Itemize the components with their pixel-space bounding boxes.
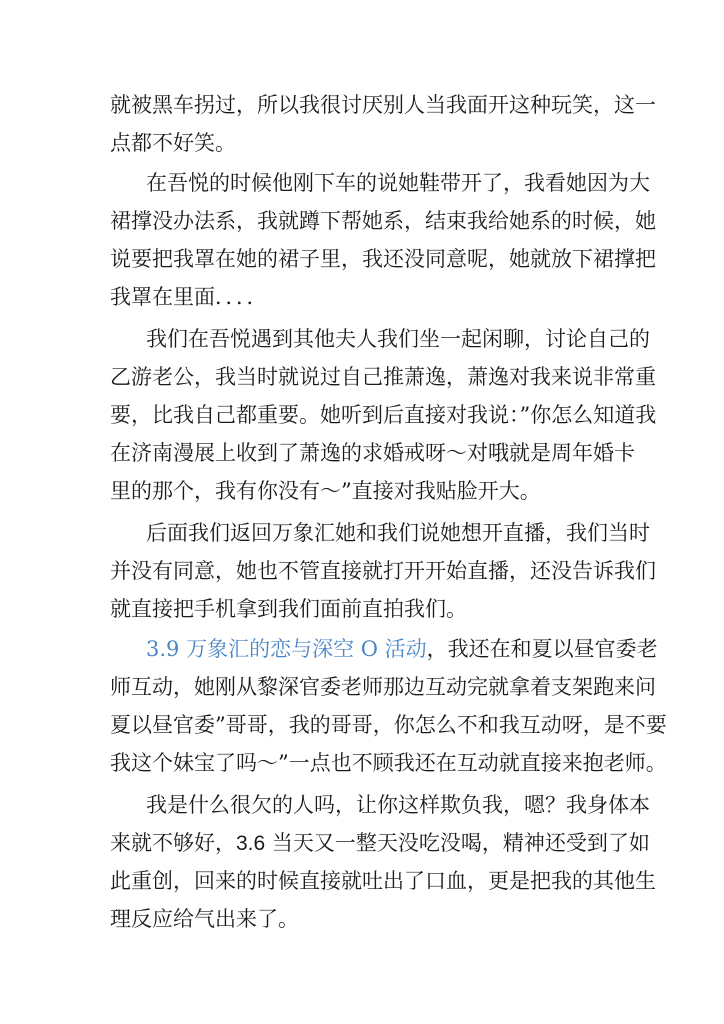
paragraph-3-line-1: 我们在吾悦遇到其他夫人我们坐一起闲聊，讨论自己的 [146,327,650,351]
event-link[interactable]: 3.9 万象汇的恋与深空 O 活动 [146,637,427,661]
paragraph-5-line-1 [146,630,658,668]
paragraph-5-line-2: 师互动，她刚从黎深官委老师那边互动完就拿着支架跑来问 [110,675,656,699]
paragraph-2-line-4: 我罩在里面．．．． [110,285,268,309]
paragraph-4-line-2: 并没有同意，她也不管直接就打开开始直播，还没告诉我们 [110,559,656,583]
paragraph-1-line-2: 点都不好笑。 [110,131,236,155]
paragraph-5-line-1-rest: ，我还在和夏以昼官委老 [426,637,658,661]
paragraph-6-line-2 [110,824,650,862]
paragraph-6-line-2-pre: 来就不够好， [110,831,236,855]
paragraph-3-line-2: 乙游老公，我当时就说过自己推萧逸，萧逸对我来说非常重 [110,365,656,389]
paragraph-3-line-3: 要，比我自己都重要。她听到后直接对我说：”你怎么知道我 [110,403,657,427]
paragraph-4-line-3: 就直接把手机拿到我们面前直拍我们。 [110,597,467,621]
paragraph-2-line-1: 在吾悦的时候他刚下车的说她鞋带开了，我看她因为大 [146,171,650,195]
paragraph-3-line-4: 在济南漫展上收到了萧逸的求婚戒呀～对哦就是周年婚卡 [110,441,635,465]
paragraph-6-line-1: 我是什么很欠的人吗，让你这样欺负我，嗯？我身体本 [146,793,650,817]
paragraph-5-line-4: 我这个妹宝了吗～”一点也不顾我还在互动就直接来抱老师。 [110,751,667,775]
paragraph-1-line-1: 就被黑车拐过，所以我很讨厌别人当我面开这种玩笑，这一 [110,93,656,117]
paragraph-4-line-1: 后面我们返回万象汇她和我们说她想开直播，我们当时 [146,521,650,545]
paragraph-6-line-3: 此重创，回来的时候直接就吐出了口血，更是把我的其他生 [110,869,656,893]
paragraph-3-line-5: 里的那个，我有你没有～”直接对我贴脸开大。 [110,479,541,503]
paragraph-2-line-3: 说要把我罩在她的裙子里，我还没同意呢，她就放下裙撑把 [110,247,656,271]
paragraph-2-line-2: 裙撑没办法系，我就蹲下帮她系，结束我给她系的时候，她 [110,209,656,233]
paragraph-5-line-3: 夏以昼官委”哥哥，我的哥哥，你怎么不和我互动呀，是不要 [110,713,667,737]
paragraph-6-line-4: 理反应给气出来了。 [110,907,299,931]
date-number: 3.6 [236,832,266,855]
paragraph-6-line-2-post: 当天又一整天没吃没喝，精神还受到了如 [265,831,650,855]
